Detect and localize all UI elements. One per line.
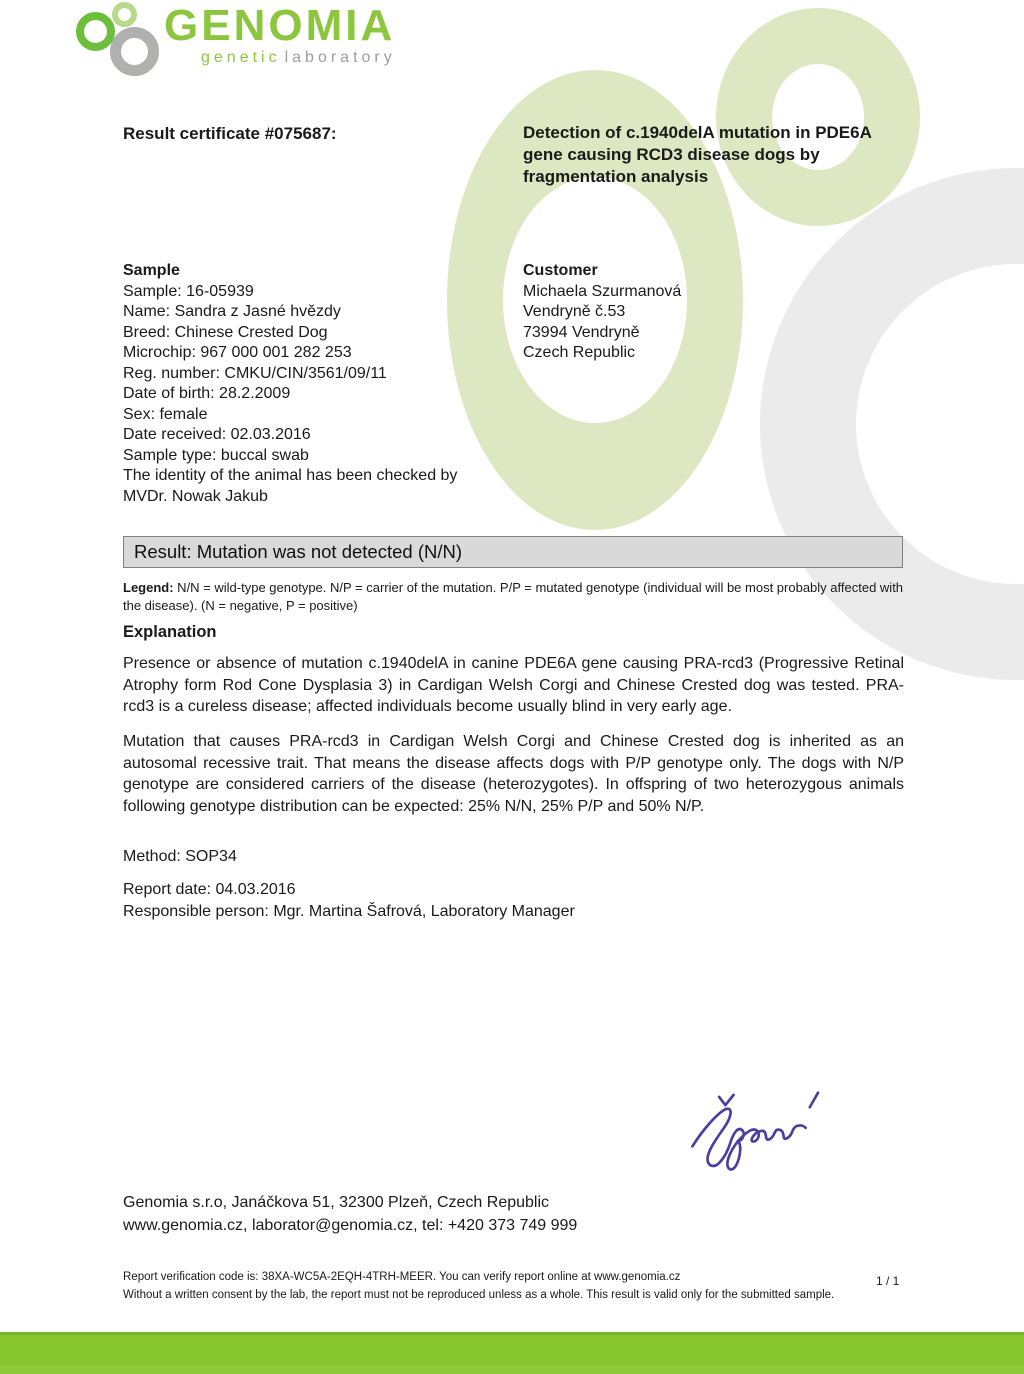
explanation-paragraph-2: Mutation that causes PRA-rcd3 in Cardigan Welsh Corgi and Chinese Crested dog is inherited as an autosomal recessive trait. That means the disease affects dogs with P/P genotype only. The dogs with N/P genotype are considered carriers of the disease (heterozygotes). In offspring of two heterozygous animals following genotype distribution can be expected: 25% N/N, 25% P/P and 50% N/P. <box>123 733 904 815</box>
customer-line-country: Czech Republic <box>523 344 636 361</box>
sample-line-breed: Breed: Chinese Crested Dog <box>123 323 328 341</box>
logo-tagline-laboratory: laboratory <box>284 49 396 66</box>
lab-address-line1: Genomia s.r.o, Janáčkova 51, 32300 Plzeň, Czech Republic <box>123 1194 550 1211</box>
legend-label: Legend: <box>123 580 174 595</box>
sample-line-microchip: Microchip: 967 000 001 282 253 <box>123 344 352 361</box>
verification-note <box>123 1268 873 1305</box>
sample-section <box>123 261 523 507</box>
logo-ring-pale-icon <box>112 2 137 27</box>
customer-heading: Customer <box>523 262 598 279</box>
responsible-person-line: Responsible person: Mgr. Martina Šafrová, Laboratory Manager <box>123 902 575 920</box>
certificate-number-label: Result certificate #075687: <box>123 124 337 143</box>
sample-line-date-received: Date received: 02.03.2016 <box>123 426 311 443</box>
sample-line-sample-type: Sample type: buccal swab <box>123 446 309 464</box>
sample-line-sex: Sex: female <box>123 405 208 423</box>
customer-section <box>523 261 893 364</box>
sample-heading: Sample <box>123 262 180 279</box>
explanation-heading: Explanation <box>123 623 217 641</box>
logo-ring-gray-icon <box>110 27 159 76</box>
logo-wordmark: GENOMIA <box>164 1 396 50</box>
sample-line-date-of-birth: Date of birth: 28.2.2009 <box>123 385 291 402</box>
customer-line-name: Michaela Szurmanová <box>523 282 682 300</box>
sample-line-id: Sample: 16-05939 <box>123 282 254 300</box>
sample-line-vet-name: MVDr. Nowak Jakub <box>123 487 268 505</box>
verification-consent-line: Without a written consent by the lab, the report must not be reproduced unless as a whole. This result is valid only for the submitted sample. <box>123 1289 835 1302</box>
lab-address <box>123 1192 577 1237</box>
customer-line-city: 73994 Vendryně <box>523 323 640 341</box>
report-date-line: Report date: 04.03.2016 <box>123 881 296 898</box>
report-meta <box>123 879 575 922</box>
method-line: Method: SOP34 <box>123 848 237 865</box>
logo-ring-green-icon <box>76 12 115 51</box>
result-box: Result: Mutation was not detected (N/N) <box>123 536 903 568</box>
page-number: 1 / 1 <box>876 1274 900 1288</box>
legend <box>123 579 907 615</box>
sample-line-name: Name: Sandra z Jasné hvězdy <box>123 303 341 320</box>
legend-text: N/N = wild-type genotype. N/P = carrier of the mutation. P/P = mutated genotype (individual will be most probably affected with the disease). (N = negative, P = positive) <box>123 580 904 613</box>
explanation-paragraph-1: Presence or absence of mutation c.1940delA in canine PDE6A gene causing PRA-rcd3 (Progressive Retinal Atrophy form Rod Cone Dysplasia 3) in Cardigan Welsh Corgi and Chinese Crested dog was tested. PRA-rcd3 is a cureless disease; affected individuals become usually blind in very early age. <box>123 655 904 716</box>
bottom-brand-bar <box>0 1332 1024 1374</box>
signature-image <box>678 1082 853 1186</box>
test-title: Detection of c.1940delA mutation in PDE6A gene causing RCD3 disease dogs by fragmentation analysis <box>523 123 872 187</box>
verification-code-line: Report verification code is: 38XA-WC5A-2EQH-4TRH-MEER. You can verify report online at www.genomia.cz <box>123 1271 681 1283</box>
customer-line-street: Vendryně č.53 <box>523 303 626 320</box>
logo-tagline <box>201 49 396 67</box>
sample-line-identity-check: The identity of the animal has been checked by <box>123 467 458 484</box>
lab-address-line2: www.genomia.cz, laborator@genomia.cz, tel: +420 373 749 999 <box>123 1216 578 1234</box>
logo-tagline-genetic: genetic <box>201 49 281 66</box>
sample-line-reg-number: Reg. number: CMKU/CIN/3561/09/11 <box>123 364 387 382</box>
